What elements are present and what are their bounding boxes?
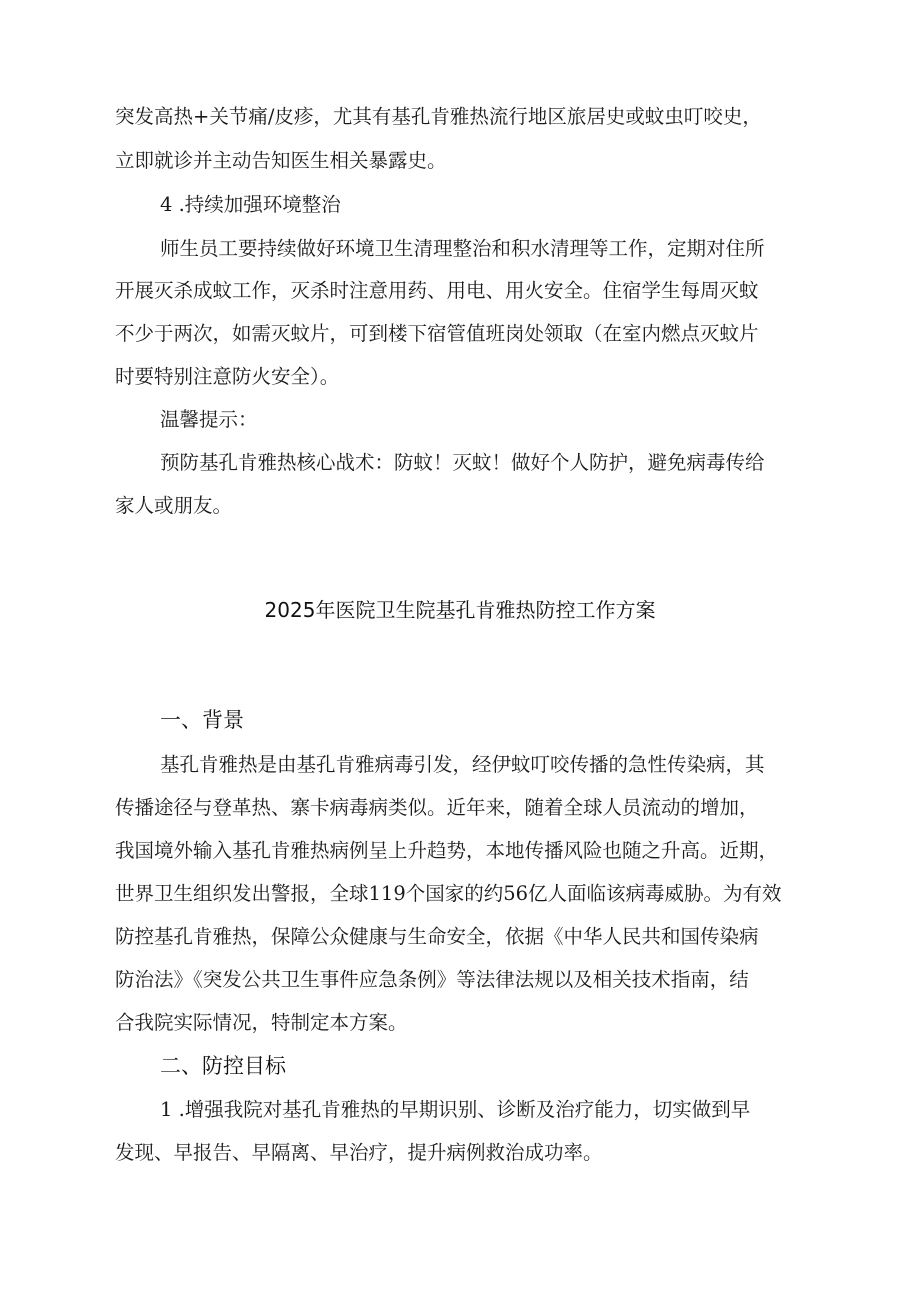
paragraph-line: 师生员工要持续做好环境卫生清理整治和积水清理等工作，定期对住所 [160,237,765,260]
paragraph-line: 防控基孔肯雅热，保障公众健康与生命安全，依据《中华人民共和国传染病 [115,925,759,948]
paragraph-line: 时要特别注意防火安全）。 [115,365,340,388]
paragraph-line: 突发高热+关节痛/皮疹，尤其有基孔肯雅热流行地区旅居史或蚊虫叮咬史， [115,105,762,128]
section-heading-goals: 二、防控目标 [160,1054,286,1078]
paragraph-line: 合我院实际情况，特制定本方案。 [115,1011,408,1034]
section-heading-background: 一、背景 [160,708,244,732]
paragraph-line: 不少于两次，如需灭蚊片，可到楼下宿管值班岗处领取（在室内燃点灭蚊片 [115,322,759,345]
paragraph-line: 预防基孔肯雅热核心战术：防蚊！灭蚊！做好个人防护，避免病毒传给 [160,451,765,474]
paragraph-line: 发现、早报告、早隔离、早治疗，提升病例救治成功率。 [115,1141,603,1164]
paragraph-line: 开展灭杀成蚊工作，灭杀时注意用药、用电、用火安全。住宿学生每周灭蚊 [115,279,759,302]
paragraph-line: 1 .增强我院对基孔肯雅热的早期识别、诊断及治疗能力，切实做到早 [160,1098,751,1121]
paragraph-line: 基孔肯雅热是由基孔肯雅病毒引发，经伊蚊叮咬传播的急性传染病，其 [160,753,765,776]
document-title: 2025年医院卫生院基孔肯雅热防控工作方案 [264,598,656,622]
paragraph-line: 传播途径与登革热、寨卡病毒病类似。近年来，随着全球人员流动的增加， [115,796,759,819]
paragraph-line: 家人或朋友。 [115,494,233,517]
item4-heading: 4 .持续加强环境整治 [160,193,341,216]
paragraph-line: 防治法》《突发公共卫生事件应急条例》等法律法规以及相关技术指南，结 [115,968,749,991]
paragraph-line: 立即就诊并主动告知医生相关暴露史。 [115,149,447,172]
tip-label: 温馨提示： [160,408,258,431]
paragraph-line: 世界卫生组织发出警报，全球119个国家的约56亿人面临该病毒威胁。为有效 [115,882,782,905]
paragraph-line: 我国境外输入基孔肯雅热病例呈上升趋势，本地传播风险也随之升高。近期， [115,839,779,862]
